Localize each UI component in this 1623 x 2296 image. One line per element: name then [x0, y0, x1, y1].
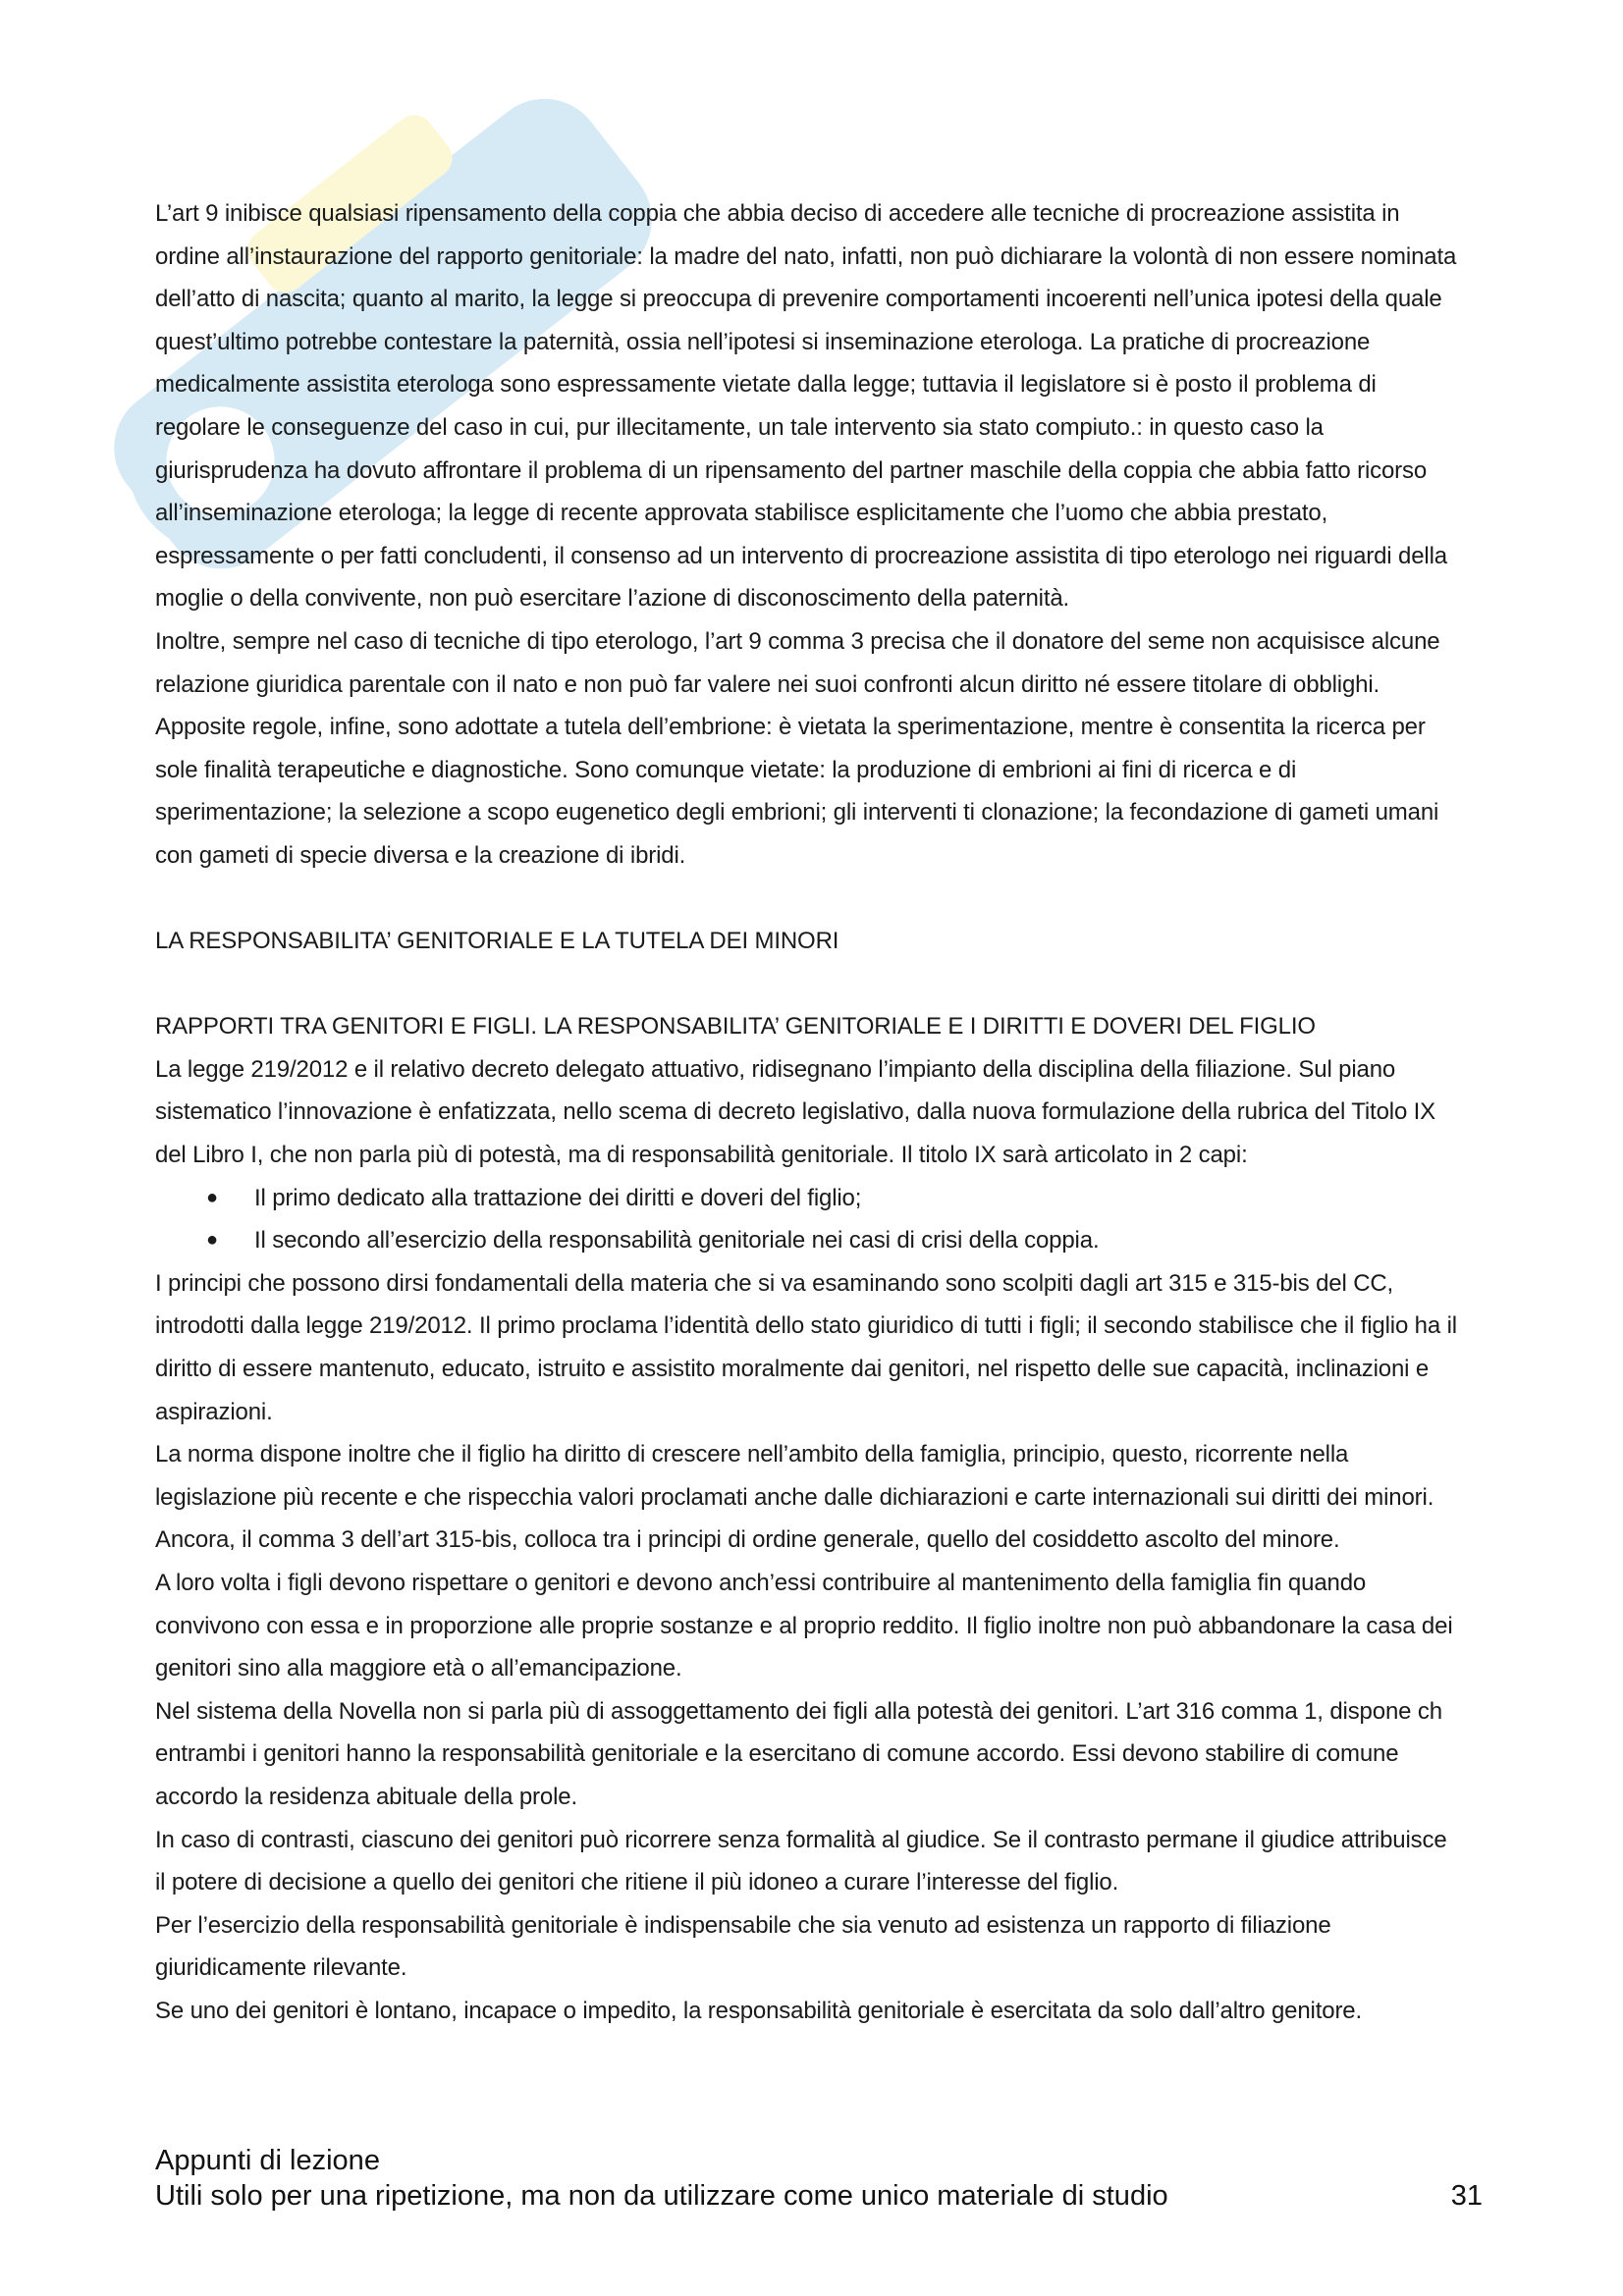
paragraph: Apposite regole, infine, sono adottate a tutela dell’embrione: è vietata la sperimentazione, mentre è consentita la ricerca per sole finalità terapeutiche e diagnostiche. Sono comunque vietate: la produzione di embrioni ai fini di ricerca e di sperimentazione; la selezione a scopo eugenetico degli embrioni; gli interventi ti clonazione; la fecondazione di gameti umani con gameti di specie diversa e la creazione di ibridi.	[155, 714, 1439, 869]
list-item	[155, 1219, 1461, 1262]
spacer	[155, 963, 1461, 1006]
paragraph: A loro volta i figli devono rispettare o genitori e devono anch’essi contribuire al mantenimento della famiglia fin quando convivono con essa e in proporzione alle proprie sostanze e al proprio reddito. Il figlio inoltre non può abbandonare la casa dei genitori sino alla maggiore età o all’emancipazione.	[155, 1570, 1453, 1682]
bullet-list	[155, 1177, 1461, 1262]
footer-line	[155, 2178, 1483, 2214]
paragraph: Se uno dei genitori è lontano, incapace o impedito, la responsabilità genitoriale è esercitata da solo dall’altro genitore.	[155, 1997, 1363, 2024]
page-number: 31	[1450, 2180, 1483, 2212]
paragraph: Per l’esercizio della responsabilità genitoriale è indispensabile che sia venuto ad esistenza un rapporto di filiazione giuridicamente rilevante.	[155, 1911, 1331, 1982]
spacer	[155, 878, 1461, 921]
paragraph: I principi che possono dirsi fondamentali della materia che si va esaminando sono scolpiti dagli art 315 e 315-bis del CC, introdotti dalla legge 219/2012. Il primo proclama l’identità dello stato giuridico di tutti i figli; il secondo stabilisce che il figlio ha il diritto di essere mantenuto, educato, istruito e assistito moralmente dai genitori, nel rispetto delle sue capacità, inclinazioni e aspirazioni.	[155, 1269, 1457, 1425]
paragraph: La norma dispone inoltre che il figlio ha diritto di crescere nell’ambito della famiglia, principio, questo, ricorrente nella legislazione più recente e che rispecchia valori proclamati anche dalle dichiarazioni e carte internazionali sui diritti dei minori.	[155, 1441, 1434, 1511]
footer-note: Utili solo per una ripetizione, ma non da utilizzare come unico materiale di studio	[155, 2180, 1168, 2212]
list-item	[155, 1177, 1461, 1220]
footer-title: Appunti di lezione	[155, 2145, 380, 2176]
section-heading: LA RESPONSABILITA’ GENITORIALE E LA TUTELA DEI MINORI	[155, 928, 839, 955]
bullet-icon: ●	[206, 1229, 218, 1252]
list-item-text: Il secondo all’esercizio della responsabilità genitoriale nei casi di crisi della coppia.	[254, 1227, 1100, 1255]
paragraph: In caso di contrasti, ciascuno dei genitori può ricorrere senza formalità al giudice. Se il contrasto permane il giudice attribuisce il potere di decisione a quello dei genitori che ritiene il più idoneo a curare l’interesse del figlio.	[155, 1826, 1447, 1896]
paragraph: Nel sistema della Novella non si parla più di assoggettamento dei figli alla potestà dei genitori. L’art 316 comma 1, dispone ch entrambi i genitori hanno la responsabilità genitoriale e la esercitano di comune accordo. Essi devono stabilire di comune accordo la residenza abituale della prole.	[155, 1697, 1442, 1810]
list-item-text: Il primo dedicato alla trattazione dei diritti e doveri del figlio;	[254, 1184, 862, 1211]
paragraph: La legge 219/2012 e il relativo decreto delegato attuativo, ridisegnano l’impianto della disciplina della filiazione. Sul piano sistematico l’innovazione è enfatizzata, nello scema di decreto legislativo, dalla nuova formulazione della rubrica del Titolo IX del Libro I, che non parla più di potestà, ma di responsabilità genitoriale. Il titolo IX sarà articolato in 2 capi:	[155, 1055, 1436, 1169]
page-footer	[155, 2143, 1483, 2214]
bullet-icon: ●	[206, 1186, 218, 1208]
paragraph: Inoltre, sempre nel caso di tecniche di tipo eterologo, l’art 9 comma 3 precisa che il donatore del seme non acquisisce alcune relazione giuridica parentale con il nato e non può far valere nei suoi confronti alcun diritto né essere titolare di obblighi.	[155, 627, 1440, 698]
paragraph: Ancora, il comma 3 dell’art 315-bis, colloca tra i principi di ordine generale, quello del cosiddetto ascolto del minore.	[155, 1526, 1340, 1554]
page-content	[155, 192, 1461, 2033]
subsection-heading: RAPPORTI TRA GENITORI E FIGLI. LA RESPONSABILITA’ GENITORIALE E I DIRITTI E DOVERI DEL FIGLIO	[155, 1013, 1316, 1041]
paragraph: L’art 9 inibisce qualsiasi ripensamento della coppia che abbia deciso di accedere alle tecniche di procreazione assistita in ordine all’instaurazione del rapporto genitoriale: la madre del nato, infatti, non può dichiarare la volontà di non essere nominata dell’atto di nascita; quanto al marito, la legge si preoccupa di prevenire comportamenti incoerenti nell’unica ipotesi della quale quest’ultimo potrebbe contestare la paternità, ossia nell’ipotesi si inseminazione eterologa. La pratiche di procreazione medicalmente assistita eterologa sono espressamente vietate dalla legge; tuttavia il legislatore si è posto il problema di regolare le conseguenze del caso in cui, pur illecitamente, un tale intervento sia stato compiuto.: in questo caso la giurisprudenza ha dovuto affrontare il problema di un ripensamento del partner maschile della coppia che abbia fatto ricorso all’inseminazione eterologa; la legge di recente approvata stabilisce esplicitamente che l’uomo che abbia prestato, espressamente o per fatti concludenti, il consenso ad un intervento di procreazione assistita di tipo eterologo nei riguardi della moglie o della convivente, non può esercitare l’azione di disconoscimento della paternità.	[155, 200, 1457, 613]
